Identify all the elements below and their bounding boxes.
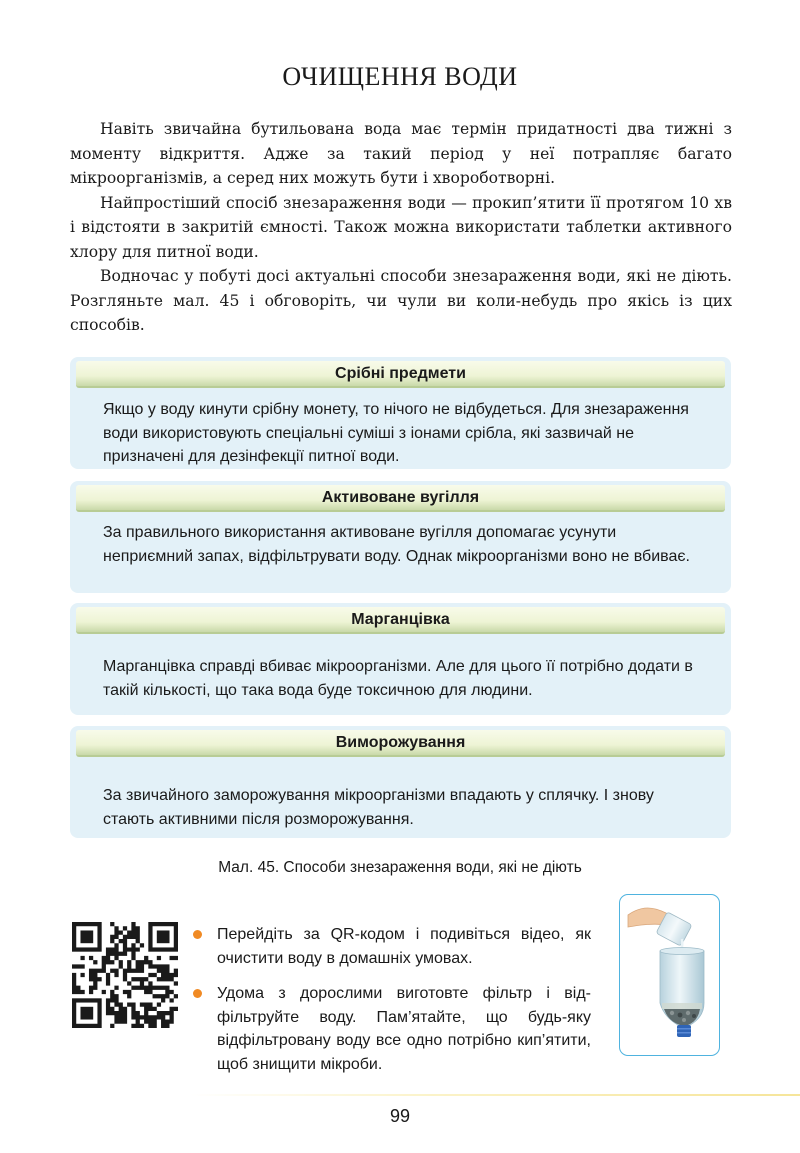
- figure-caption: Мал. 45. Способи знезараження води, які не діють: [218, 859, 582, 876]
- info-box-heading: Марганцівка: [76, 607, 725, 634]
- list-item: [191, 982, 591, 1076]
- info-box-text: За звичайного заморожування мікроорганізми впадають у сплячку. І знову стають активними після розморожування.: [103, 787, 654, 828]
- info-box-heading: Активоване вугілля: [76, 485, 725, 512]
- info-box-heading: Виморожування: [76, 730, 725, 757]
- list-item: [191, 923, 591, 970]
- info-box-heading: Срібні предмети: [76, 361, 725, 388]
- info-box-charcoal: [70, 481, 731, 593]
- list-item-text: Перейдіть за QR-кодом і подивіться відео, як очистити воду в домашніх умовах.: [217, 926, 591, 967]
- info-box-text: Якщо у воду кинути срібну монету, то нічого не відбудеться. Для знезараження води використовують спеціальні суміші з іонами срібла, які зазвичай не призначені для дезінфекції питної води.: [103, 401, 689, 465]
- info-box-permanganate: [70, 603, 731, 715]
- intro-text: [70, 117, 732, 338]
- paragraph: Навіть звичайна бутильована вода має термін придатності два тижні з моменту відкриття. Адже за такий період у неї потрапляє багато мікроорганізмів, а серед них можуть бути і хвороботворні.: [70, 120, 732, 187]
- page-number: 99: [389, 1106, 411, 1126]
- bottle-filter-illustration: [620, 895, 719, 1055]
- info-box-text: За правильного використання активоване вугілля допомагає усунути неприємний запах, відфільтрувати воду. Однак мікроорганізми воно не вбиває.: [103, 524, 690, 565]
- info-box-freezing: [70, 726, 731, 838]
- page-title: ОЧИЩЕННЯ ВОДИ: [282, 62, 518, 91]
- qr-code-icon[interactable]: [72, 922, 178, 1028]
- water-filter-photo: [619, 894, 720, 1056]
- bullet-dot-icon: [193, 989, 202, 998]
- info-box-text: Марганцівка справді вбиває мікроорганізми. Але для цього її потрібно додати в такій кількості, що така вода буде токсичною для людини.: [103, 658, 693, 699]
- bullet-dot-icon: [193, 930, 202, 939]
- info-box-silver: [70, 357, 731, 469]
- task-list: [191, 923, 591, 1088]
- paragraph: Найпростіший спосіб знезараження води — прокип’ятити її протягом 10 хв і відстояти в закритій ємності. Також можна використати таблетки активного хлору для питної води.: [70, 193, 732, 261]
- list-item-text: Удома з дорослими виготовте фільтр і відфільтруйте воду. Пам’ятайте, що будь-яку відфільтровану воду все одно потрібно кип’ятити, щоб знищити мікроби.: [217, 985, 591, 1073]
- qr-code-graphic: [72, 922, 178, 1028]
- paragraph: Водночас у побуті досі актуальні способи знезараження води, які не діють. Розгляньте мал. 45 і обговоріть, чи чули ви коли-небудь про якісь із цих способів.: [70, 267, 732, 334]
- footer-divider: [190, 1094, 800, 1096]
